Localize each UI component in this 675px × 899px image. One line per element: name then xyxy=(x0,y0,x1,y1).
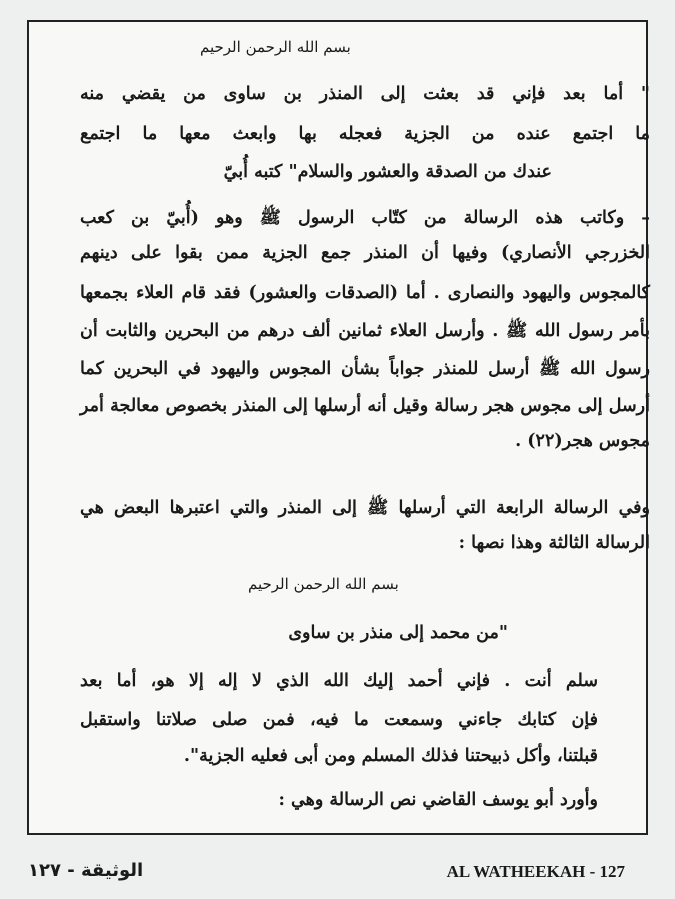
letter2-opening: "من محمد إلى منذر بن ساوى xyxy=(288,623,508,643)
basmala-heading-2: بسم الله الرحمن الرحيم xyxy=(248,575,399,593)
footer-arabic-page-label: الوثيقة - ١٢٧ xyxy=(28,860,144,881)
closing-line: وأورد أبو يوسف القاضي نص الرسالة وهي : xyxy=(278,790,598,810)
para1-line-7: مجوس هجر(٢٢) . xyxy=(515,431,650,451)
letter2-line-2: فإن كتابك جاءني وسمعت ما فيه، فمن صلى صلاتنا واستقبل xyxy=(80,710,598,730)
basmala-heading: بسم الله الرحمن الرحيم xyxy=(200,38,351,56)
para1-line-6: أرسل إلى مجوس هجر رسالة وقيل أنه أرسلها إلى المنذر بخصوص معالجة أمر xyxy=(80,396,650,416)
letter2-line-1: سلم أنت . فإني أحمد إليك الله الذي لا إله إلا هو، أما بعد xyxy=(80,671,598,691)
para2-line-2: الرسالة الثالثة وهذا نصها : xyxy=(458,533,650,553)
letter2-line-3: قبلتنا، وأكل ذبيحتنا فذلك المسلم ومن أبى فعليه الجزية". xyxy=(183,746,598,766)
para1-line-4: بأمر رسول الله ﷺ . وأرسل العلاء ثمانين ألف درهم من البحرين والثابت أن xyxy=(80,321,650,341)
para1-line-5: رسول الله ﷺ أرسل للمنذر جواباً بشأن المجوس واليهود في البحرين كما xyxy=(80,359,650,379)
footer-english-page-label: AL WATHEEKAH - 127 xyxy=(446,862,625,881)
letter1-line-1: " أما بعد فإني قد بعثت إلى المنذر بن ساوى من يقضي منه xyxy=(80,84,650,104)
para2-line-1: وفي الرسالة الرابعة التي أرسلها ﷺ إلى المنذر والتي اعتبرها البعض هي xyxy=(80,498,650,518)
letter1-line-2: ما اجتمع عنده من الجزية فعجله بها وابعث معها ما اجتمع xyxy=(80,124,650,144)
para1-line-2: الخزرجي الأنصاري) وفيها أن المنذر جمع الجزية ممن بقوا على دينهم xyxy=(80,243,650,263)
para1-line-1: – وكاتب هذه الرسالة من كتّاب الرسول ﷺ وهو (أُبيّ بن كعب xyxy=(80,208,650,228)
para1-line-3: كالمجوس واليهود والنصارى . أما (الصدقات والعشور) فقد قام العلاء بجمعها xyxy=(80,283,650,303)
letter1-line-3: عندك من الصدقة والعشور والسلام" كتبه أُبيّ xyxy=(223,162,552,182)
